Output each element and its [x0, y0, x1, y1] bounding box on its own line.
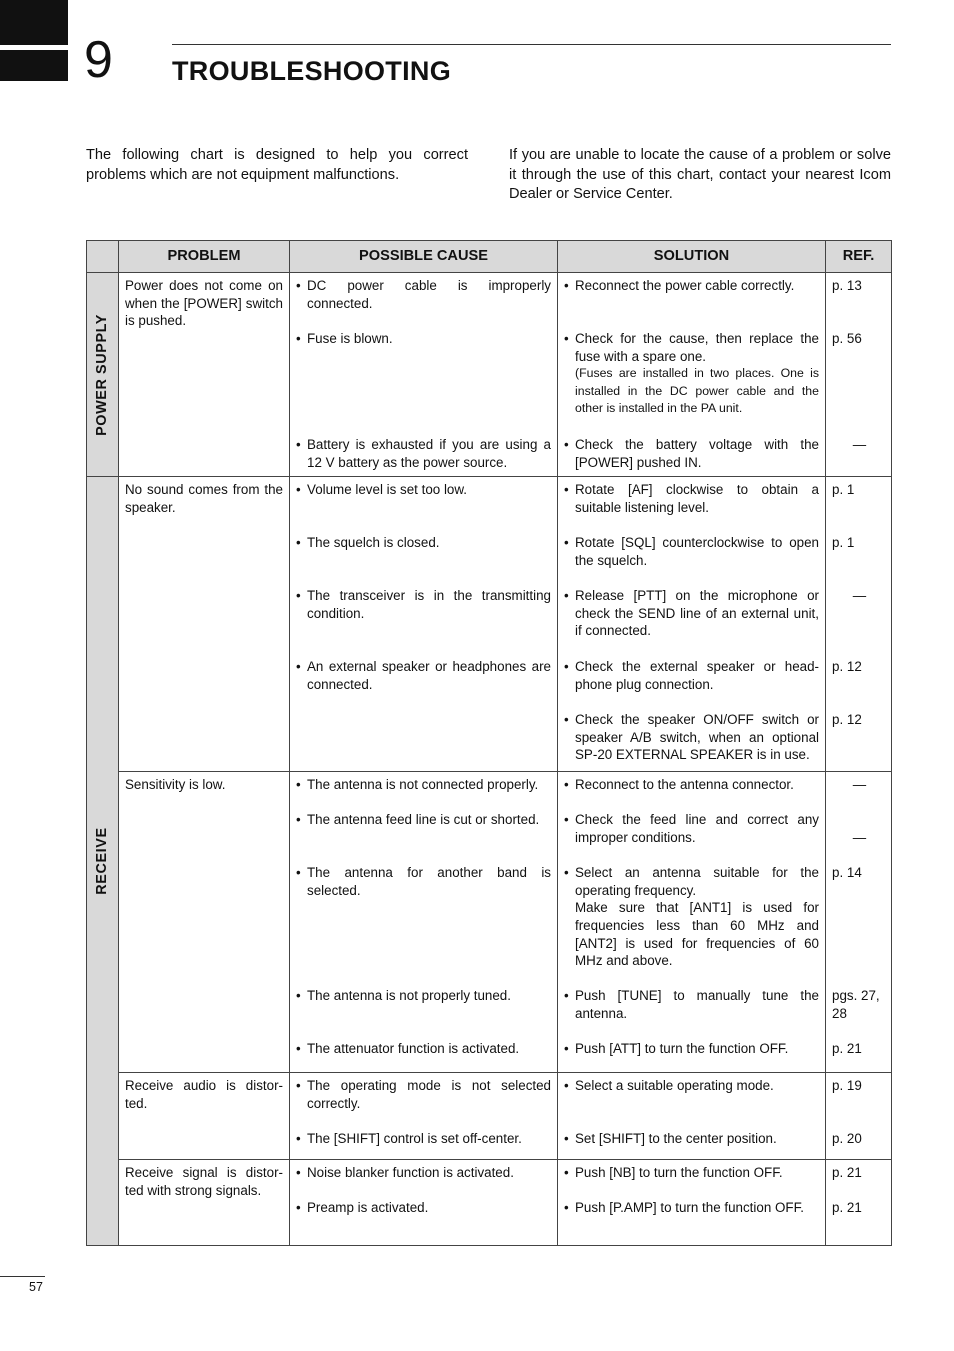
section-label-receive: RECEIVE	[93, 827, 110, 895]
ref-item: p. 14	[832, 865, 862, 881]
ref-item: pgs. 27, 28	[832, 988, 880, 1021]
cause-item: • The antenna for another band is selected.	[296, 865, 551, 898]
table-row	[87, 477, 892, 772]
ref-cell	[826, 772, 892, 1073]
table-row	[87, 1073, 892, 1160]
page-title: TROUBLESHOOTING	[172, 56, 451, 86]
ref-item: p. 13	[832, 278, 862, 293]
header-side	[87, 241, 119, 273]
ref-item: p. 21	[832, 1165, 862, 1181]
solution-item: • Check the speaker ON/OFF switch or speaker A/B switch, when an optional SP-20 EXTERNAL SPEAKER is in use.	[564, 712, 819, 763]
fuse-note: (Fuses are installed in two places. One is installed in the DC power cable and the other is installed in the PA unit.	[575, 366, 819, 416]
cause-item: • The antenna feed line is cut or shorted.	[296, 812, 540, 828]
solution-item: • Check the feed line and correct any improper conditions.	[564, 812, 819, 845]
ref-item: p. 19	[832, 1078, 862, 1094]
section-receive	[87, 477, 119, 1246]
section-label-power-supply: POWER SUPPLY	[93, 313, 110, 436]
table-row	[87, 1160, 892, 1246]
solution-item: • Reconnect the power cable correctly.	[564, 278, 795, 293]
ref-item: p. 20	[832, 1131, 862, 1147]
ref-cell	[826, 273, 892, 477]
cause-item: • Fuse is blown.	[296, 331, 393, 346]
ref-cell	[826, 1160, 892, 1246]
solution-cell	[558, 1073, 826, 1160]
chapter-tab-top	[0, 0, 68, 45]
cause-cell	[290, 273, 558, 477]
ref-item: p. 56	[832, 331, 862, 346]
cause-item: • The antenna is not connected properly.	[296, 777, 539, 793]
title-rule	[172, 44, 891, 45]
cause-cell	[290, 1160, 558, 1246]
solution-cell	[558, 772, 826, 1073]
table-row	[87, 772, 892, 1073]
problem-cell: Sensitivity is low.	[119, 772, 290, 1073]
solution-item: • Reconnect to the antenna connector.	[564, 777, 794, 793]
cause-cell	[290, 772, 558, 1073]
troubleshooting-table	[86, 240, 892, 1246]
header-problem: PROBLEM	[119, 241, 290, 273]
cause-cell	[290, 1073, 558, 1160]
cause-item: • The antenna is not properly tuned.	[296, 988, 511, 1004]
ref-item: p. 21	[832, 1041, 862, 1057]
ref-item: p. 21	[832, 1200, 862, 1216]
problem-cell: Power does not come on when the [POWER] switch is pushed.	[119, 273, 290, 477]
ref-item: —	[852, 830, 867, 846]
solution-item: • Push [ATT] to turn the function OFF.	[564, 1041, 789, 1057]
ref-item: p. 12	[832, 712, 862, 728]
problem-cell: No sound comes from the speaker.	[119, 477, 290, 772]
solution-item: • Release [PTT] on the microphone or check the SEND line of an external unit, if connected.	[564, 588, 819, 639]
header-ref: REF.	[826, 241, 892, 273]
cause-item: • An external speaker or headphones are connected.	[296, 659, 551, 692]
cause-item: • Preamp is activated.	[296, 1200, 429, 1216]
cause-item: • The attenuator function is activated.	[296, 1041, 520, 1057]
ref-cell	[826, 477, 892, 772]
header-solution: SOLUTION	[558, 241, 826, 273]
intro-left: The following chart is designed to help you correct problems which are not equipment malfunctions.	[86, 147, 468, 183]
ref-item: p. 1	[832, 535, 855, 551]
cause-item: • Volume level is set too low.	[296, 482, 468, 498]
solution-item: • Select an antenna suitable for the operating frequency. Make sure that [ANT1] is used for frequencies less than 60 MHz and [ANT2] is used for frequencies of 60 MHz and above.	[564, 865, 819, 969]
cause-item: • DC power cable is improperly connected.	[296, 278, 551, 311]
cause-item: • The [SHIFT] control is set off-center.	[296, 1131, 522, 1147]
solution-item: • Push [NB] to turn the function OFF.	[564, 1165, 783, 1181]
solution-item: • Check the battery voltage with the [POWER] pushed IN.	[564, 437, 819, 470]
cause-item: • The squelch is closed.	[296, 535, 440, 551]
cause-item: • Battery is exhausted if you are using a 12 V battery as the power source.	[296, 437, 551, 470]
cause-item: • Noise blanker function is activated.	[296, 1165, 514, 1181]
intro-right: If you are unable to locate the cause of a problem or solve it through the use of this chart, contact your nearest Icom Dealer or Service Center.	[509, 147, 891, 202]
cause-item: • The transceiver is in the transmitting condition.	[296, 588, 551, 621]
cause-cell	[290, 477, 558, 772]
ref-item: p. 12	[832, 659, 862, 675]
problem-cell: Receive audio is distor-ted.	[119, 1073, 290, 1160]
chapter-tab-bottom	[0, 50, 68, 81]
table-row	[87, 273, 892, 477]
chapter-number: 9	[84, 31, 113, 89]
section-power-supply	[87, 273, 119, 477]
solution-item: • Set [SHIFT] to the center position.	[564, 1131, 777, 1147]
solution-item: • Check for the cause, then replace the fuse with a spare one. (Fuses are installed in two places. One is installed in the DC power cable and the other is installed in the PA unit.	[564, 330, 819, 436]
problem-cell: Receive signal is distor-ted with strong signals.	[119, 1160, 290, 1246]
ref-cell	[826, 1073, 892, 1160]
ref-item: p. 1	[832, 482, 855, 498]
solution-item: • Rotate [SQL] counterclockwise to open the squelch.	[564, 535, 819, 568]
ref-item: —	[852, 588, 867, 604]
solution-cell	[558, 477, 826, 772]
solution-item: • Push [TUNE] to manually tune the antenna.	[564, 988, 819, 1021]
solution-cell	[558, 273, 826, 477]
table-header-row	[87, 241, 892, 273]
footer-rule	[0, 1276, 45, 1277]
solution-item: • Rotate [AF] clockwise to obtain a suitable listening level.	[564, 482, 819, 515]
page-number: 57	[29, 1280, 43, 1294]
ref-item: —	[852, 777, 867, 793]
solution-item: • Push [P.AMP] to turn the function OFF.	[564, 1200, 804, 1216]
cause-item: • The operating mode is not selected correctly.	[296, 1078, 551, 1111]
solution-item: • Select a suitable operating mode.	[564, 1078, 774, 1094]
solution-item: • Check the external speaker or head-phone plug connection.	[564, 659, 819, 692]
solution-cell	[558, 1160, 826, 1246]
header-cause: POSSIBLE CAUSE	[290, 241, 558, 273]
ref-item: —	[852, 437, 867, 452]
